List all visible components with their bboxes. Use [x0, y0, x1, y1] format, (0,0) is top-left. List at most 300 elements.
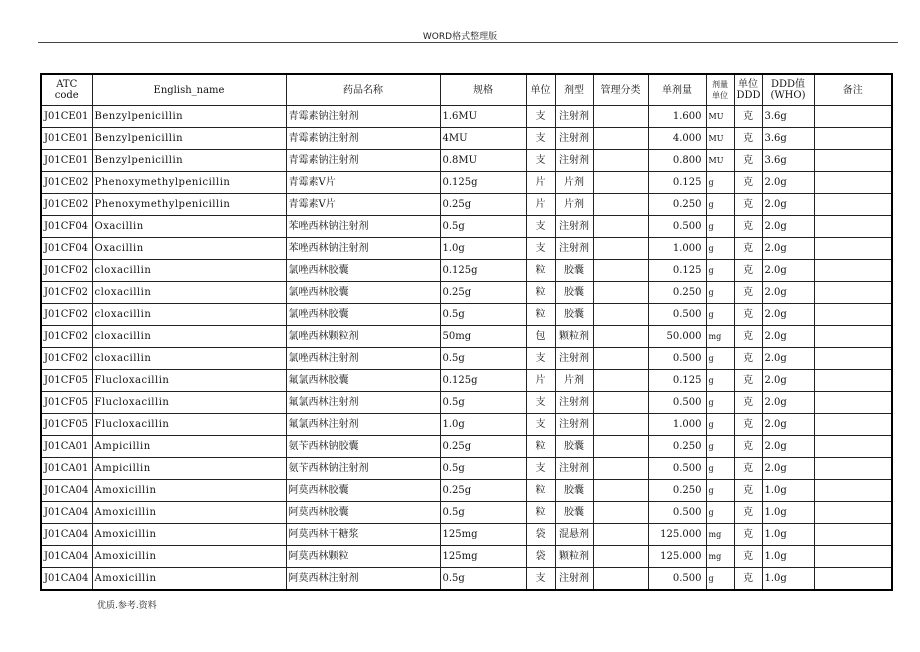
cell-chinese-name: 苯唑西林钠注射剂: [286, 238, 440, 260]
cell-english-name: Oxacillin: [92, 238, 286, 260]
cell-ddd-unit: 克: [734, 480, 762, 502]
cell-form: 注射剂: [555, 238, 593, 260]
cell-category: [593, 502, 648, 524]
cell-ddd-unit: 克: [734, 304, 762, 326]
cell-atc-code: J01CA04: [41, 546, 92, 568]
cell-atc-code: J01CF04: [41, 216, 92, 238]
table-row: [41, 524, 892, 546]
cell-unit: 袋: [526, 524, 555, 546]
cell-unit: 支: [526, 348, 555, 370]
cell-ddd-value: 2.0g: [762, 436, 814, 458]
cell-spec: 0.125g: [440, 370, 526, 392]
cell-chinese-name: 氯唑西林注射剂: [286, 348, 440, 370]
table-row: [41, 304, 892, 326]
cell-remark: [814, 128, 892, 150]
cell-atc-code: J01CE02: [41, 194, 92, 216]
cell-dose: 125.000: [648, 524, 706, 546]
cell-english-name: cloxacillin: [92, 282, 286, 304]
cell-form: 片剂: [555, 370, 593, 392]
cell-unit: 片: [526, 172, 555, 194]
cell-spec: 0.25g: [440, 436, 526, 458]
cell-ddd-unit: 克: [734, 194, 762, 216]
header-form: 剂型: [555, 74, 593, 106]
cell-form: 注射剂: [555, 150, 593, 172]
cell-dose: 0.800: [648, 150, 706, 172]
cell-form: 片剂: [555, 172, 593, 194]
cell-ddd-value: 2.0g: [762, 348, 814, 370]
cell-chinese-name: 苯唑西林钠注射剂: [286, 216, 440, 238]
cell-remark: [814, 194, 892, 216]
cell-unit: 支: [526, 414, 555, 436]
cell-english-name: Amoxicillin: [92, 546, 286, 568]
cell-ddd-unit: 克: [734, 458, 762, 480]
cell-ddd-value: 3.6g: [762, 128, 814, 150]
cell-form: 颗粒剂: [555, 326, 593, 348]
cell-unit: 支: [526, 568, 555, 591]
cell-ddd-unit: 克: [734, 524, 762, 546]
table-row: [41, 106, 892, 128]
cell-remark: [814, 238, 892, 260]
cell-category: [593, 304, 648, 326]
cell-spec: 1.6MU: [440, 106, 526, 128]
header-category: 管理分类: [593, 74, 648, 106]
cell-category: [593, 524, 648, 546]
cell-dose: 0.500: [648, 458, 706, 480]
cell-chinese-name: 氨苄西林钠注射剂: [286, 458, 440, 480]
cell-unit: 粒: [526, 436, 555, 458]
cell-form: 注射剂: [555, 414, 593, 436]
cell-form: 胶囊: [555, 480, 593, 502]
table-row: [41, 480, 892, 502]
cell-atc-code: J01CA04: [41, 502, 92, 524]
cell-dose-unit: mg: [706, 524, 734, 546]
cell-form: 颗粒剂: [555, 546, 593, 568]
cell-dose-unit: g: [706, 260, 734, 282]
cell-dose-unit: g: [706, 480, 734, 502]
cell-ddd-value: 2.0g: [762, 172, 814, 194]
cell-ddd-value: 2.0g: [762, 238, 814, 260]
table-row: [41, 370, 892, 392]
cell-atc-code: J01CA04: [41, 568, 92, 591]
page-footer-note: 优质.参考.资料: [97, 601, 157, 611]
cell-atc-code: J01CF05: [41, 392, 92, 414]
cell-chinese-name: 阿莫西林胶囊: [286, 502, 440, 524]
cell-ddd-value: 2.0g: [762, 414, 814, 436]
cell-spec: 125mg: [440, 524, 526, 546]
cell-atc-code: J01CF04: [41, 238, 92, 260]
cell-unit: 支: [526, 458, 555, 480]
cell-dose: 0.125: [648, 260, 706, 282]
cell-category: [593, 458, 648, 480]
cell-english-name: Flucloxacillin: [92, 392, 286, 414]
cell-dose: 0.250: [648, 436, 706, 458]
cell-form: 注射剂: [555, 106, 593, 128]
cell-ddd-value: 2.0g: [762, 194, 814, 216]
cell-form: 注射剂: [555, 458, 593, 480]
table-row: [41, 502, 892, 524]
header-ddd-value: DDD值 (WHO): [762, 74, 814, 106]
cell-ddd-unit: 克: [734, 282, 762, 304]
cell-dose: 1.600: [648, 106, 706, 128]
cell-dose: 0.500: [648, 568, 706, 591]
cell-atc-code: J01CA01: [41, 458, 92, 480]
cell-ddd-unit: 克: [734, 502, 762, 524]
cell-spec: 4MU: [440, 128, 526, 150]
cell-dose-unit: g: [706, 216, 734, 238]
cell-dose: 0.500: [648, 216, 706, 238]
cell-ddd-unit: 克: [734, 216, 762, 238]
cell-dose: 0.500: [648, 392, 706, 414]
cell-english-name: cloxacillin: [92, 348, 286, 370]
cell-remark: [814, 326, 892, 348]
cell-dose-unit: g: [706, 370, 734, 392]
cell-unit: 粒: [526, 502, 555, 524]
cell-remark: [814, 150, 892, 172]
cell-english-name: cloxacillin: [92, 260, 286, 282]
table-row: [41, 436, 892, 458]
cell-form: 注射剂: [555, 128, 593, 150]
cell-atc-code: J01CE02: [41, 172, 92, 194]
cell-category: [593, 568, 648, 591]
cell-spec: 0.5g: [440, 304, 526, 326]
cell-dose: 125.000: [648, 546, 706, 568]
cell-dose-unit: g: [706, 436, 734, 458]
cell-spec: 0.25g: [440, 480, 526, 502]
cell-unit: 支: [526, 106, 555, 128]
cell-form: 胶囊: [555, 502, 593, 524]
table-row: [41, 150, 892, 172]
cell-ddd-value: 2.0g: [762, 392, 814, 414]
cell-atc-code: J01CA01: [41, 436, 92, 458]
cell-english-name: Phenoxymethylpenicillin: [92, 194, 286, 216]
cell-chinese-name: 氟氯西林注射剂: [286, 392, 440, 414]
cell-dose: 4.000: [648, 128, 706, 150]
header-dose: 单剂量: [648, 74, 706, 106]
cell-form: 注射剂: [555, 568, 593, 591]
cell-chinese-name: 青霉素V片: [286, 194, 440, 216]
cell-dose-unit: g: [706, 282, 734, 304]
cell-english-name: Flucloxacillin: [92, 414, 286, 436]
cell-dose-unit: MU: [706, 106, 734, 128]
cell-english-name: Amoxicillin: [92, 524, 286, 546]
table-row: [41, 326, 892, 348]
cell-ddd-unit: 克: [734, 348, 762, 370]
cell-chinese-name: 青霉素V片: [286, 172, 440, 194]
cell-form: 注射剂: [555, 216, 593, 238]
cell-dose: 0.125: [648, 370, 706, 392]
table-header-row: [41, 74, 892, 106]
cell-chinese-name: 青霉素钠注射剂: [286, 150, 440, 172]
cell-dose: 0.250: [648, 194, 706, 216]
cell-dose-unit: g: [706, 238, 734, 260]
cell-english-name: Ampicillin: [92, 458, 286, 480]
table-row: [41, 216, 892, 238]
cell-remark: [814, 304, 892, 326]
cell-chinese-name: 青霉素钠注射剂: [286, 106, 440, 128]
cell-spec: 0.25g: [440, 194, 526, 216]
cell-category: [593, 194, 648, 216]
cell-unit: 粒: [526, 480, 555, 502]
cell-dose-unit: g: [706, 458, 734, 480]
cell-form: 胶囊: [555, 436, 593, 458]
cell-unit: 片: [526, 370, 555, 392]
cell-chinese-name: 氯唑西林颗粒剂: [286, 326, 440, 348]
cell-ddd-value: 1.0g: [762, 568, 814, 591]
cell-category: [593, 150, 648, 172]
cell-remark: [814, 458, 892, 480]
cell-english-name: cloxacillin: [92, 304, 286, 326]
cell-dose: 0.250: [648, 282, 706, 304]
cell-remark: [814, 172, 892, 194]
header-remark: 备注: [814, 74, 892, 106]
cell-spec: 0.5g: [440, 348, 526, 370]
cell-chinese-name: 氯唑西林胶囊: [286, 304, 440, 326]
cell-dose: 1.000: [648, 238, 706, 260]
cell-remark: [814, 348, 892, 370]
table-row: [41, 260, 892, 282]
cell-ddd-value: 1.0g: [762, 524, 814, 546]
cell-remark: [814, 370, 892, 392]
cell-chinese-name: 阿莫西林胶囊: [286, 480, 440, 502]
header-dose-unit: 剂量 单位: [706, 74, 734, 106]
cell-dose-unit: g: [706, 392, 734, 414]
cell-dose: 0.500: [648, 502, 706, 524]
cell-english-name: cloxacillin: [92, 326, 286, 348]
cell-form: 胶囊: [555, 304, 593, 326]
cell-atc-code: J01CA04: [41, 480, 92, 502]
cell-category: [593, 348, 648, 370]
cell-dose: 0.125: [648, 172, 706, 194]
cell-atc-code: J01CF05: [41, 370, 92, 392]
table-row: [41, 458, 892, 480]
cell-remark: [814, 216, 892, 238]
cell-spec: 125mg: [440, 546, 526, 568]
cell-ddd-unit: 克: [734, 392, 762, 414]
table-row: [41, 546, 892, 568]
cell-dose: 50.000: [648, 326, 706, 348]
cell-spec: 1.0g: [440, 238, 526, 260]
table-row: [41, 568, 892, 591]
cell-atc-code: J01CF02: [41, 326, 92, 348]
cell-unit: 包: [526, 326, 555, 348]
cell-ddd-unit: 克: [734, 106, 762, 128]
cell-remark: [814, 106, 892, 128]
cell-ddd-unit: 克: [734, 172, 762, 194]
cell-english-name: Amoxicillin: [92, 502, 286, 524]
cell-spec: 0.5g: [440, 568, 526, 591]
cell-unit: 支: [526, 238, 555, 260]
cell-category: [593, 326, 648, 348]
cell-category: [593, 260, 648, 282]
cell-atc-code: J01CE01: [41, 128, 92, 150]
cell-dose-unit: g: [706, 194, 734, 216]
cell-atc-code: J01CF05: [41, 414, 92, 436]
cell-form: 胶囊: [555, 282, 593, 304]
cell-chinese-name: 阿莫西林颗粒: [286, 546, 440, 568]
cell-ddd-value: 2.0g: [762, 260, 814, 282]
cell-ddd-unit: 克: [734, 238, 762, 260]
cell-category: [593, 216, 648, 238]
table-row: [41, 282, 892, 304]
cell-dose-unit: mg: [706, 326, 734, 348]
cell-remark: [814, 392, 892, 414]
header-ddd-unit: 单位 DDD: [734, 74, 762, 106]
cell-ddd-value: 2.0g: [762, 326, 814, 348]
cell-dose-unit: MU: [706, 128, 734, 150]
header-english-name: English_name: [92, 74, 286, 106]
cell-remark: [814, 282, 892, 304]
cell-english-name: Benzylpenicillin: [92, 150, 286, 172]
header-divider: [38, 42, 898, 43]
header-atc-code: ATC code: [41, 74, 92, 106]
table-row: [41, 238, 892, 260]
cell-ddd-value: 2.0g: [762, 458, 814, 480]
cell-chinese-name: 氨苄西林钠胶囊: [286, 436, 440, 458]
cell-ddd-value: 1.0g: [762, 502, 814, 524]
cell-category: [593, 172, 648, 194]
cell-ddd-value: 2.0g: [762, 304, 814, 326]
header-spec: 规格: [440, 74, 526, 106]
cell-spec: 0.5g: [440, 502, 526, 524]
table-row: [41, 172, 892, 194]
cell-category: [593, 480, 648, 502]
cell-spec: 0.5g: [440, 458, 526, 480]
table-row: [41, 414, 892, 436]
cell-form: 注射剂: [555, 348, 593, 370]
cell-ddd-unit: 克: [734, 568, 762, 591]
cell-atc-code: J01CA04: [41, 524, 92, 546]
cell-ddd-unit: 克: [734, 260, 762, 282]
cell-category: [593, 282, 648, 304]
drug-ddd-table: [40, 73, 893, 591]
cell-chinese-name: 氯唑西林胶囊: [286, 260, 440, 282]
cell-dose: 0.250: [648, 480, 706, 502]
cell-chinese-name: 氯唑西林胶囊: [286, 282, 440, 304]
cell-unit: 袋: [526, 546, 555, 568]
cell-form: 片剂: [555, 194, 593, 216]
header-chinese-name: 药品名称: [286, 74, 440, 106]
cell-remark: [814, 524, 892, 546]
cell-ddd-unit: 克: [734, 414, 762, 436]
cell-english-name: Amoxicillin: [92, 568, 286, 591]
cell-category: [593, 370, 648, 392]
cell-atc-code: J01CE01: [41, 106, 92, 128]
cell-category: [593, 238, 648, 260]
cell-unit: 支: [526, 216, 555, 238]
cell-ddd-unit: 克: [734, 436, 762, 458]
table-row: [41, 194, 892, 216]
cell-category: [593, 414, 648, 436]
cell-english-name: Flucloxacillin: [92, 370, 286, 392]
cell-remark: [814, 568, 892, 591]
cell-spec: 0.125g: [440, 172, 526, 194]
cell-category: [593, 436, 648, 458]
cell-ddd-value: 2.0g: [762, 216, 814, 238]
cell-spec: 0.5g: [440, 392, 526, 414]
cell-ddd-unit: 克: [734, 546, 762, 568]
cell-atc-code: J01CE01: [41, 150, 92, 172]
cell-atc-code: J01CF02: [41, 304, 92, 326]
cell-remark: [814, 546, 892, 568]
cell-category: [593, 392, 648, 414]
cell-dose: 0.500: [648, 348, 706, 370]
cell-dose-unit: g: [706, 172, 734, 194]
cell-unit: 支: [526, 392, 555, 414]
cell-ddd-value: 2.0g: [762, 370, 814, 392]
cell-dose-unit: g: [706, 568, 734, 591]
cell-ddd-value: 1.0g: [762, 480, 814, 502]
cell-spec: 50mg: [440, 326, 526, 348]
cell-chinese-name: 阿莫西林注射剂: [286, 568, 440, 591]
cell-dose-unit: mg: [706, 546, 734, 568]
cell-dose: 0.500: [648, 304, 706, 326]
cell-unit: 粒: [526, 282, 555, 304]
cell-chinese-name: 青霉素钠注射剂: [286, 128, 440, 150]
cell-form: 胶囊: [555, 260, 593, 282]
cell-remark: [814, 480, 892, 502]
cell-unit: 粒: [526, 304, 555, 326]
cell-atc-code: J01CF02: [41, 348, 92, 370]
page-header-title: WORD格式整理版: [422, 32, 498, 42]
cell-spec: 0.8MU: [440, 150, 526, 172]
cell-remark: [814, 414, 892, 436]
cell-dose: 1.000: [648, 414, 706, 436]
cell-ddd-value: 3.6g: [762, 106, 814, 128]
cell-dose-unit: g: [706, 414, 734, 436]
cell-ddd-unit: 克: [734, 128, 762, 150]
cell-ddd-unit: 克: [734, 370, 762, 392]
cell-dose-unit: MU: [706, 150, 734, 172]
cell-unit: 支: [526, 150, 555, 172]
cell-english-name: Amoxicillin: [92, 480, 286, 502]
cell-atc-code: J01CF02: [41, 260, 92, 282]
cell-english-name: Benzylpenicillin: [92, 106, 286, 128]
cell-english-name: Phenoxymethylpenicillin: [92, 172, 286, 194]
cell-chinese-name: 氟氯西林注射剂: [286, 414, 440, 436]
cell-unit: 片: [526, 194, 555, 216]
cell-remark: [814, 260, 892, 282]
cell-spec: 0.25g: [440, 282, 526, 304]
cell-remark: [814, 436, 892, 458]
cell-english-name: Benzylpenicillin: [92, 128, 286, 150]
cell-category: [593, 128, 648, 150]
cell-chinese-name: 阿莫西林干糖浆: [286, 524, 440, 546]
cell-english-name: Oxacillin: [92, 216, 286, 238]
cell-dose-unit: g: [706, 348, 734, 370]
cell-english-name: Ampicillin: [92, 436, 286, 458]
cell-dose-unit: g: [706, 304, 734, 326]
header-unit: 单位: [526, 74, 555, 106]
cell-ddd-unit: 克: [734, 150, 762, 172]
table-row: [41, 348, 892, 370]
cell-spec: 0.5g: [440, 216, 526, 238]
cell-unit: 支: [526, 128, 555, 150]
cell-remark: [814, 502, 892, 524]
table-row: [41, 392, 892, 414]
table-row: [41, 128, 892, 150]
cell-spec: 0.125g: [440, 260, 526, 282]
cell-chinese-name: 氟氯西林胶囊: [286, 370, 440, 392]
cell-ddd-value: 2.0g: [762, 282, 814, 304]
cell-atc-code: J01CF02: [41, 282, 92, 304]
cell-ddd-value: 3.6g: [762, 150, 814, 172]
cell-category: [593, 106, 648, 128]
cell-dose-unit: g: [706, 502, 734, 524]
cell-spec: 1.0g: [440, 414, 526, 436]
cell-ddd-unit: 克: [734, 326, 762, 348]
cell-category: [593, 546, 648, 568]
cell-unit: 粒: [526, 260, 555, 282]
